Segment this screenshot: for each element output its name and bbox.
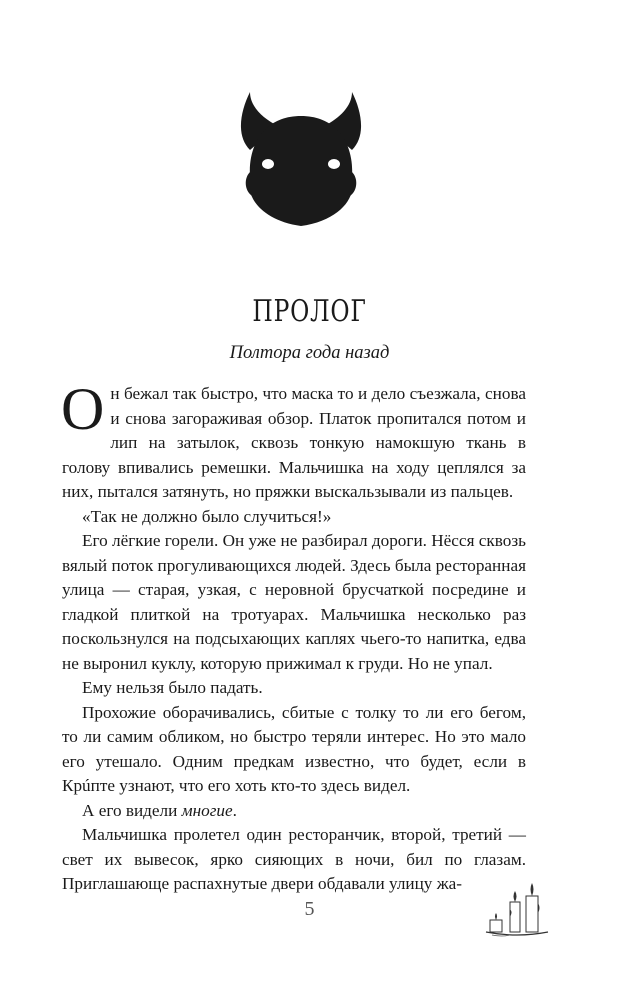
- chapter-title: ПРОЛОГ: [252, 294, 367, 329]
- chapter-subtitle: Полтора года назад: [229, 343, 390, 363]
- paragraph-5: Прохожие оборачивались, сбитые с толку то ли его бегом, то ли самим обликом, но быстро теряли интерес. Но это мало его утешало. Одним предкам известно, что будет, если в Крúпте узнают, что его хоть кто-то здесь видел.: [62, 702, 526, 795]
- paragraph-6: А его видели многие.: [82, 800, 237, 820]
- page-number: 5: [304, 898, 315, 920]
- paragraph-3: Его лёгкие горели. Он уже не разбирал дороги. Нёсся сквозь вялый поток прогуливающихся людей. Здесь была ресторанная улица — старая, узкая, с неровной брусчаткой посредине и гладкой плиткой на тротуарах. Мальчишка несколько раз поскользнулся на подсыхающих каплях чьего-то напитка, едва не выронил куклу, которую прижимал к груди. Но не упал.: [62, 531, 526, 673]
- drop-cap: О: [61, 376, 105, 442]
- demon-head-icon: [0, 0, 619, 240]
- candles-icon: [482, 880, 552, 940]
- body-text: [61, 376, 526, 897]
- paragraph-4: Ему нельзя было падать.: [82, 678, 263, 697]
- paragraph-1: Он бежал так быстро, что маска то и дело съезжала, снова и снова загораживая обзор. Платок пропитался потом и лип на затылок, сквозь тонкую намокшую ткань в голову впивались ремешки. Мальчишка на ходу цеплялся за них, пытался затянуть, но пряжки выскальзывали из пальцев.: [61, 376, 526, 501]
- paragraph-7: Мальчишка пролетел один ресторанчик, второй, третий — свет их вывесок, ярко сияющих в ночи, бил по глазам. Приглашающе распахнутые двери обдавали улицу жа-: [62, 825, 526, 893]
- paragraph-2: «Так не должно было случиться!»: [82, 506, 332, 526]
